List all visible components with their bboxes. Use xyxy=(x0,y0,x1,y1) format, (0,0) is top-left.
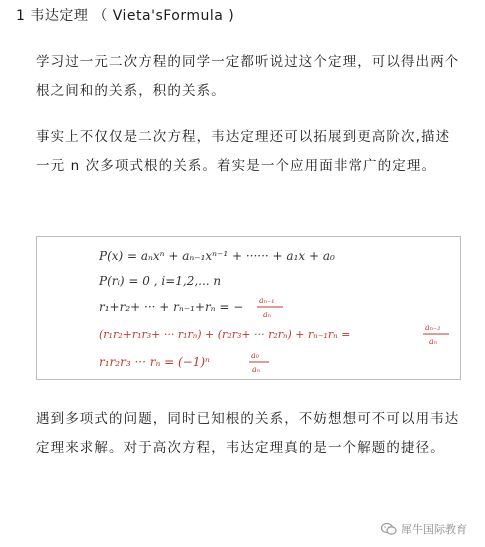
watermark-text: 犀牛国际教育 xyxy=(401,523,467,536)
paragraph-intro: 学习过一元二次方程的同学一定都听说过这个定理，可以得出两个根之间和的关系，积的关系。 xyxy=(36,54,460,99)
formula-polynomial: P(x) = aₙxⁿ + aₙ₋₁xⁿ⁻¹ + ······ + a₁x + a₀ xyxy=(99,249,335,263)
formula-product-lhs: r₁r₂r₃ ··· rₙ = (−1)ⁿ xyxy=(99,355,210,369)
formula-pairwise-lhs: (r₁r₂+r₁r₃+ ··· r₁rₙ) + (r₂r₃+ ··· r₂rₙ) + rₙ₋₁rₙ = xyxy=(99,328,351,341)
section-heading: 1 韦达定理 （ Vieta'sFormula ) xyxy=(16,8,235,24)
formula-canvas xyxy=(37,237,461,380)
paragraph-conclusion: 遇到多项式的问题，同时已知根的关系，不妨想想可不可以用韦达定理来求解。对于高次方程，韦达定理真的是一个解题的捷径。 xyxy=(36,411,460,456)
wechat-icon xyxy=(381,522,397,536)
formula-sum-denominator: aₙ xyxy=(263,310,272,319)
formula-product-denominator: aₙ xyxy=(252,365,261,374)
watermark xyxy=(381,520,467,538)
formula-roots: P(rᵢ) = 0 , i=1,2,... n xyxy=(99,274,222,288)
paragraph-extension: 事实上不仅仅是二次方程，韦达定理还可以拓展到更高阶次,描述一元 n 次多项式根的关系。着实是一个应用面非常广的定理。 xyxy=(36,129,451,174)
formula-pairwise-numerator: aₙ₋₂ xyxy=(425,323,441,332)
handwritten-formula-image xyxy=(36,236,461,380)
formula-product-numerator: a₀ xyxy=(251,351,259,360)
formula-sum-numerator: aₙ₋₁ xyxy=(259,296,275,305)
formula-sum-of-roots-lhs: r₁+r₂+ ··· + rₙ₋₁+rₙ = − xyxy=(99,300,244,314)
formula-pairwise-denominator: aₙ xyxy=(429,337,438,346)
